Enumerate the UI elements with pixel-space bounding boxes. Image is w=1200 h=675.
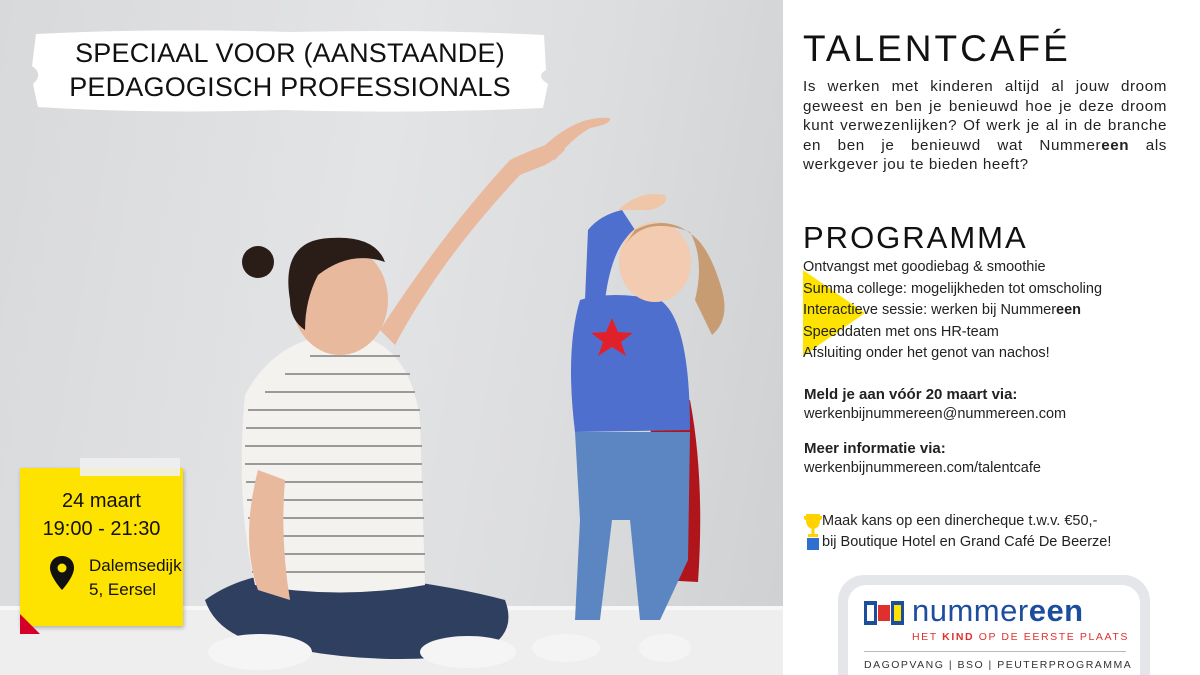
prize-section — [803, 510, 1183, 552]
prize-text-line-2: bij Boutique Hotel en Grand Café De Beerze! — [822, 534, 1112, 550]
signup-section — [804, 386, 1066, 482]
event-address-line-2: 5, Eersel — [89, 580, 157, 599]
intro-text-part-1: Is werken met kinderen altijd al jouw droom geweest en ben je benieuwd hoe je deze droom kunt verwezenlijken? Of werk je al in de branche en ben je benieuwd wat Nummer — [803, 78, 1167, 154]
headline-banner — [30, 26, 550, 114]
brand-word-bold: een — [1028, 593, 1084, 628]
list-item — [803, 343, 1102, 365]
programma-item-text: Ontvangst met goodiebag & smoothie — [803, 259, 1046, 275]
event-sticky-note — [20, 468, 183, 626]
more-info-link[interactable]: werkenbijnummereen.com/talentcafe — [804, 460, 1041, 476]
signup-email-link[interactable]: werkenbijnummereen@nummereen.com — [804, 406, 1067, 422]
list-item — [803, 257, 1102, 279]
map-pin-icon — [50, 556, 74, 590]
list-item — [803, 322, 1102, 344]
trophy-icon — [803, 512, 823, 550]
brand-wordmark — [912, 593, 1084, 629]
more-info-heading: Meer informatie via: — [804, 440, 946, 457]
prize-text-line-1: Maak kans op een dinercheque t.w.v. €50,- — [822, 513, 1098, 529]
programma-item-text: Summa college: mogelijkheden tot omscholing — [803, 280, 1103, 297]
intro-text-part-2: als werkgever jou te bieden heeft? — [803, 136, 1167, 174]
event-time: 19:00 - 21:30 — [42, 518, 161, 540]
programma-item-text: Speeddaten met ons HR-team — [803, 323, 999, 340]
programma-item-text: Afsluiting onder het genot van nachos! — [803, 345, 1050, 361]
brand-tagline — [912, 631, 1129, 643]
tagline-bold: KIND — [942, 631, 975, 643]
tagline-part-2: OP DE EERSTE PLAATS — [974, 631, 1129, 643]
list-item — [803, 300, 1102, 322]
programma-list — [803, 257, 1102, 365]
headline-line-1: SPECIAAL VOOR (AANSTAANDE) — [75, 38, 505, 68]
page-title: TALENTCAFÉ — [803, 28, 1071, 69]
logo-card — [838, 575, 1150, 675]
event-date: 24 maart — [62, 490, 141, 512]
signup-heading: Meld je aan vóór 20 maart via: — [804, 386, 1018, 403]
brand-services: DAGOPVANG | BSO | PEUTERPROGRAMMA — [864, 659, 1133, 671]
programma-heading: PROGRAMMA — [803, 220, 1028, 255]
logo-divider — [864, 651, 1126, 652]
programma-item-bold: een — [1056, 302, 1082, 318]
tagline-part-1: HET — [912, 631, 943, 643]
headline-line-2: PEDAGOGISCH PROFESSIONALS — [69, 72, 511, 102]
tape-strip — [80, 458, 180, 476]
note-corner-fold — [20, 614, 40, 634]
event-address-line-1: Dalemsedijk — [89, 556, 182, 575]
brand-word-regular: nummer — [912, 593, 1029, 628]
intro-paragraph — [803, 77, 1167, 175]
programma-item-text: Interactieve sessie: werken bij Nummer — [803, 302, 1057, 318]
info-panel — [783, 0, 1200, 675]
intro-brand-bold: een — [1101, 136, 1130, 154]
list-item — [803, 279, 1102, 301]
nummereen-logo-icon — [864, 601, 904, 625]
